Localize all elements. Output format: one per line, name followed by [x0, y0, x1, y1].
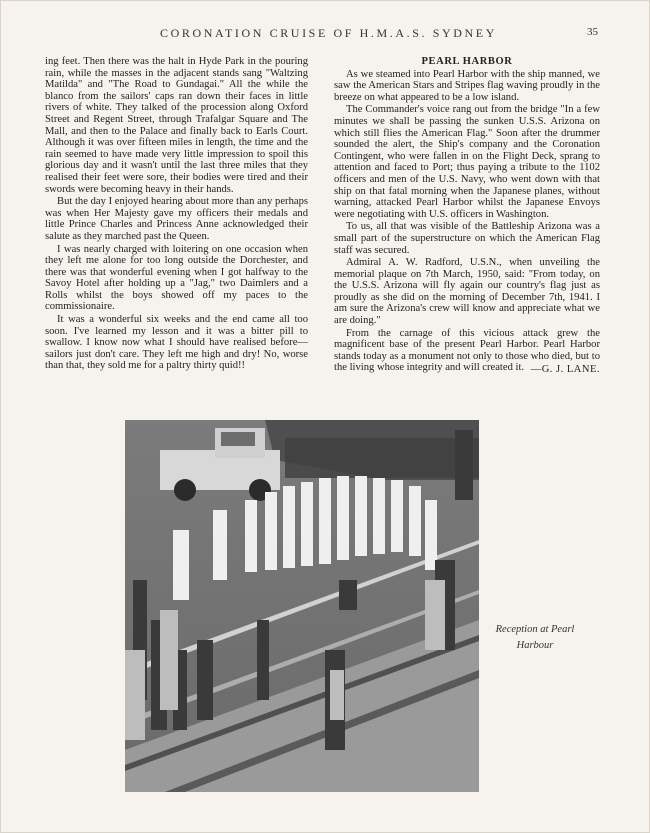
section-heading: PEARL HARBOR [421, 56, 513, 67]
paragraph: It was a wonderful six weeks and the end came all too soon. I've learned my lesson and it was a bitter pill to swallow. I know now what I should have realised before—sailors just don't care. They left me high and dry! No, worse than that, they sold me for a paltry thirty quid!! [45, 314, 308, 372]
paragraph: The Commander's voice rang out from the bridge "In a few minutes we shall be passing the sunken U.S.S. Arizona on which still flies the American Flag." Soon after the drummer sounded the alert, the Ship's company and the Coronation Contingent, who were fallen in on the Flight Deck, sprang to attention and faced to Port; thus paying a tribute to the 1102 officers and men of the U.S. Navy, who went down with that ship on that fatal morning when the Japanese planes, without warning, attacked Pearl Harbor whilst the Japanese Envoys were negotiating with U.S. officers in Washington. [334, 104, 600, 220]
paragraph: As we steamed into Pearl Harbor with the ship manned, we saw the American Stars and Stripes flag waving proudly in the breeze on what appeared to be a low island. [334, 68, 600, 103]
reception-photo [125, 420, 479, 792]
page-number: 35 [587, 26, 598, 38]
page-header [0, 26, 650, 42]
paragraph: ing feet. Then there was the halt in Hyde Park in the pouring rain, while the masses in the adjacent stands sang "Waltzing Matilda" and "The Road to Gundagai." All the while the blanco from the sailors' caps ran down their faces in little rivers of white. They talked of the procession along Oxford Street and Regent Street, through Trafalgar Square and The Mall, and then to the Palace and finally back to Earls Court. Although it was over fifteen miles in length, the time and the rain seemed to have made very little impression to spoil this glorious day and it wasn't until the last three miles that they realised their feet were sore, their bodies were tired and their swords were becoming heavy in their hands. [45, 56, 308, 195]
left-column [45, 56, 308, 373]
paragraph: To us, all that was visible of the Battleship Arizona was a small part of the superstructure on which the American Flag staff was secured. [334, 221, 600, 256]
paragraph: But the day I enjoyed hearing about more than any perhaps was when Her Majesty gave my officers their medals and little Prince Charles and Princess Anne acknowledged their salute as they marched past the Queen. [45, 196, 308, 242]
paragraph: I was nearly charged with loitering on one occasion when they left me alone for too long outside the Dorchester, and there was that wonderful evening when I got halfway to the Savoy Hotel after holding up a "Jag," two Daimlers and a Rolls whilst the boys showed off my paces to the commissionaire. [45, 243, 308, 313]
author-signature: —G. J. LANE. [530, 364, 600, 376]
right-column [334, 56, 600, 376]
photo-illustration [125, 420, 479, 792]
running-title: CORONATION CRUISE OF H.M.A.S. SYDNEY [160, 26, 497, 40]
photo-caption: Reception at Pearl Harbour [495, 624, 575, 651]
paragraph: Admiral A. W. Radford, U.S.N., when unveiling the memorial plaque on 7th March, 1950, said: "From today, on the U.S.S. Arizona will fly again our country's flag just as proudly as she did on the morning of December 7th, 1941. I am sure the Arizona's crew will know and appreciate what we are doing." [334, 257, 600, 327]
paragraph: From the carnage of this vicious attack grew the magnificent base of the present Pearl Harbor. Pearl Harbor stands today as a monument not only to those who died, but to the living whose integrity and will created it. [334, 327, 600, 374]
